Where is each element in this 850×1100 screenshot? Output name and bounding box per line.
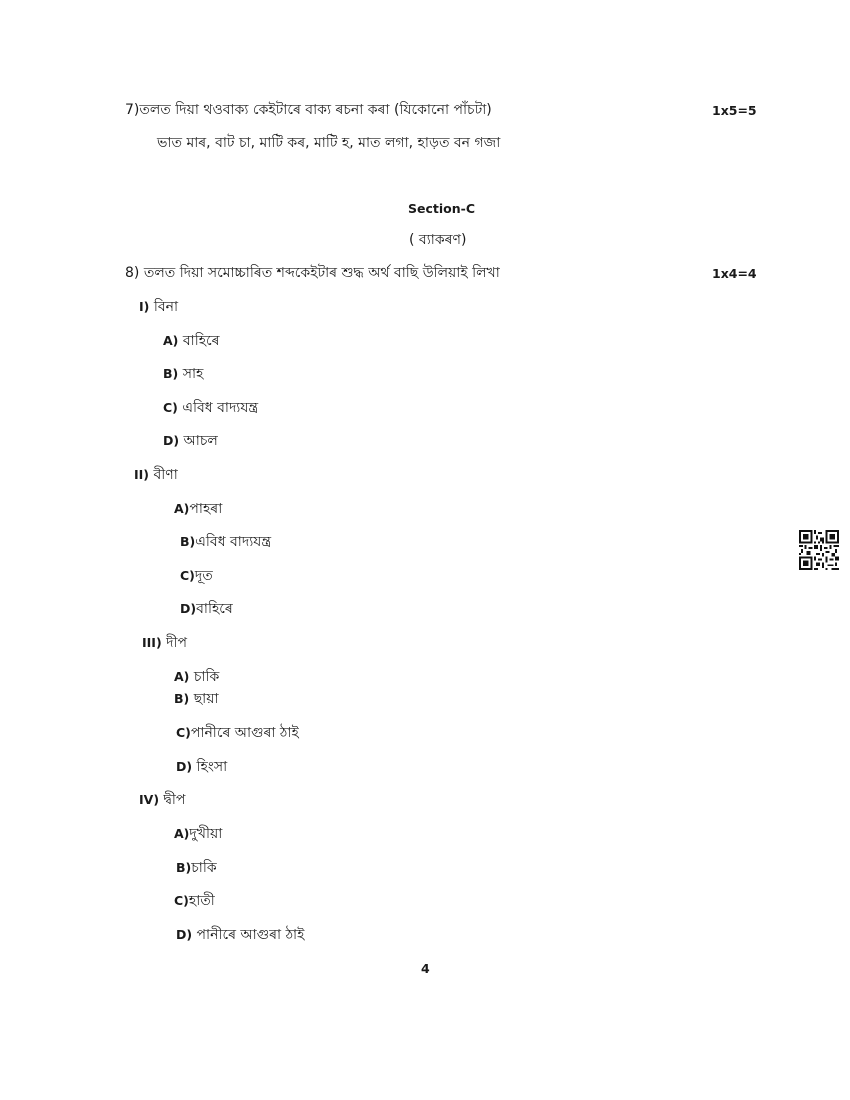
option-text: পাহৰা (189, 501, 223, 517)
option-label: A) (174, 501, 190, 516)
option-label: B) (174, 691, 190, 706)
option (176, 758, 227, 776)
option (176, 724, 299, 742)
option-label: A) (174, 669, 190, 684)
option-text: পানীৰে আগুৰা ঠাই (190, 725, 299, 741)
q7-question: 7)তলত দিয়া থওবাক্য কেইটাৰে বাক্য ৰচনা কৰা (যিকোনো পাঁচটা) (125, 102, 492, 118)
option (163, 432, 218, 450)
option-label: C) (163, 400, 178, 415)
option-label: A) (163, 333, 179, 348)
option-text: সাহ (182, 366, 204, 382)
option-text: হাতী (188, 893, 215, 909)
option (174, 668, 219, 686)
option-text: বাহিৰে (196, 601, 233, 617)
option-text: হিংসা (196, 759, 228, 775)
section-subtitle: ( ব্যাকৰণ) (409, 232, 467, 248)
q8-question: 8) তলত দিয়া সমোচ্চাৰিত শব্দকেইটাৰ শুদ্ধ অৰ্থ বাছি উলিয়াই লিখা (125, 265, 500, 281)
q8-marks: 1x4=4 (712, 266, 757, 281)
option-text: চাকি (191, 860, 217, 876)
part-number: IV) (139, 792, 160, 807)
part-number: I) (139, 299, 150, 314)
option-text: ছায়া (193, 691, 219, 707)
option-text: আচল (183, 433, 218, 449)
option-text: এবিধ বাদ্যযন্ত্ৰ (182, 400, 259, 416)
option-label: C) (174, 893, 189, 908)
part-heading (142, 634, 187, 652)
option (163, 365, 203, 383)
option-label: D) (180, 601, 197, 616)
option-label: B) (163, 366, 179, 381)
option (163, 399, 258, 417)
option (163, 332, 220, 350)
part-heading (139, 298, 178, 316)
option-label: B) (176, 860, 192, 875)
q7-word-list: ভাত মাৰ, বাট চা, মাটি কৰ, মাটি হ, মাত লগা, হাড়ত বন গজা (157, 135, 501, 151)
option-label: C) (180, 568, 195, 583)
option-text: পানীৰে আগুৰা ঠাই (196, 927, 305, 943)
part-word: দীপ (166, 635, 187, 651)
option-text: দূত (194, 568, 213, 584)
option (176, 859, 217, 877)
option (174, 500, 222, 518)
option-label: A) (174, 826, 190, 841)
option (180, 533, 271, 551)
option (174, 825, 222, 843)
page-number: 4 (421, 961, 430, 976)
option-text: বাহিৰে (182, 333, 220, 349)
option-text: এবিধ বাদ্যযন্ত্ৰ (195, 534, 272, 550)
q7-marks: 1x5=5 (712, 103, 757, 118)
part-word: দ্বীপ (163, 792, 186, 808)
qr-code-icon (799, 530, 839, 570)
part-word: বীণা (153, 467, 178, 483)
part-heading (134, 466, 178, 484)
part-number: III) (142, 635, 162, 650)
option (176, 926, 304, 944)
option-label: C) (176, 725, 191, 740)
option-label: B) (180, 534, 196, 549)
option (174, 892, 215, 910)
part-heading (139, 791, 185, 809)
part-number: II) (134, 467, 150, 482)
section-title: Section-C (408, 201, 475, 216)
option-label: D) (176, 759, 193, 774)
option-text: দুখীয়া (189, 826, 223, 842)
option (174, 690, 219, 708)
option-label: D) (163, 433, 180, 448)
option (180, 600, 233, 618)
option (180, 567, 213, 585)
part-word: বিনা (153, 299, 179, 315)
option-label: D) (176, 927, 193, 942)
option-text: চাকি (193, 669, 220, 685)
